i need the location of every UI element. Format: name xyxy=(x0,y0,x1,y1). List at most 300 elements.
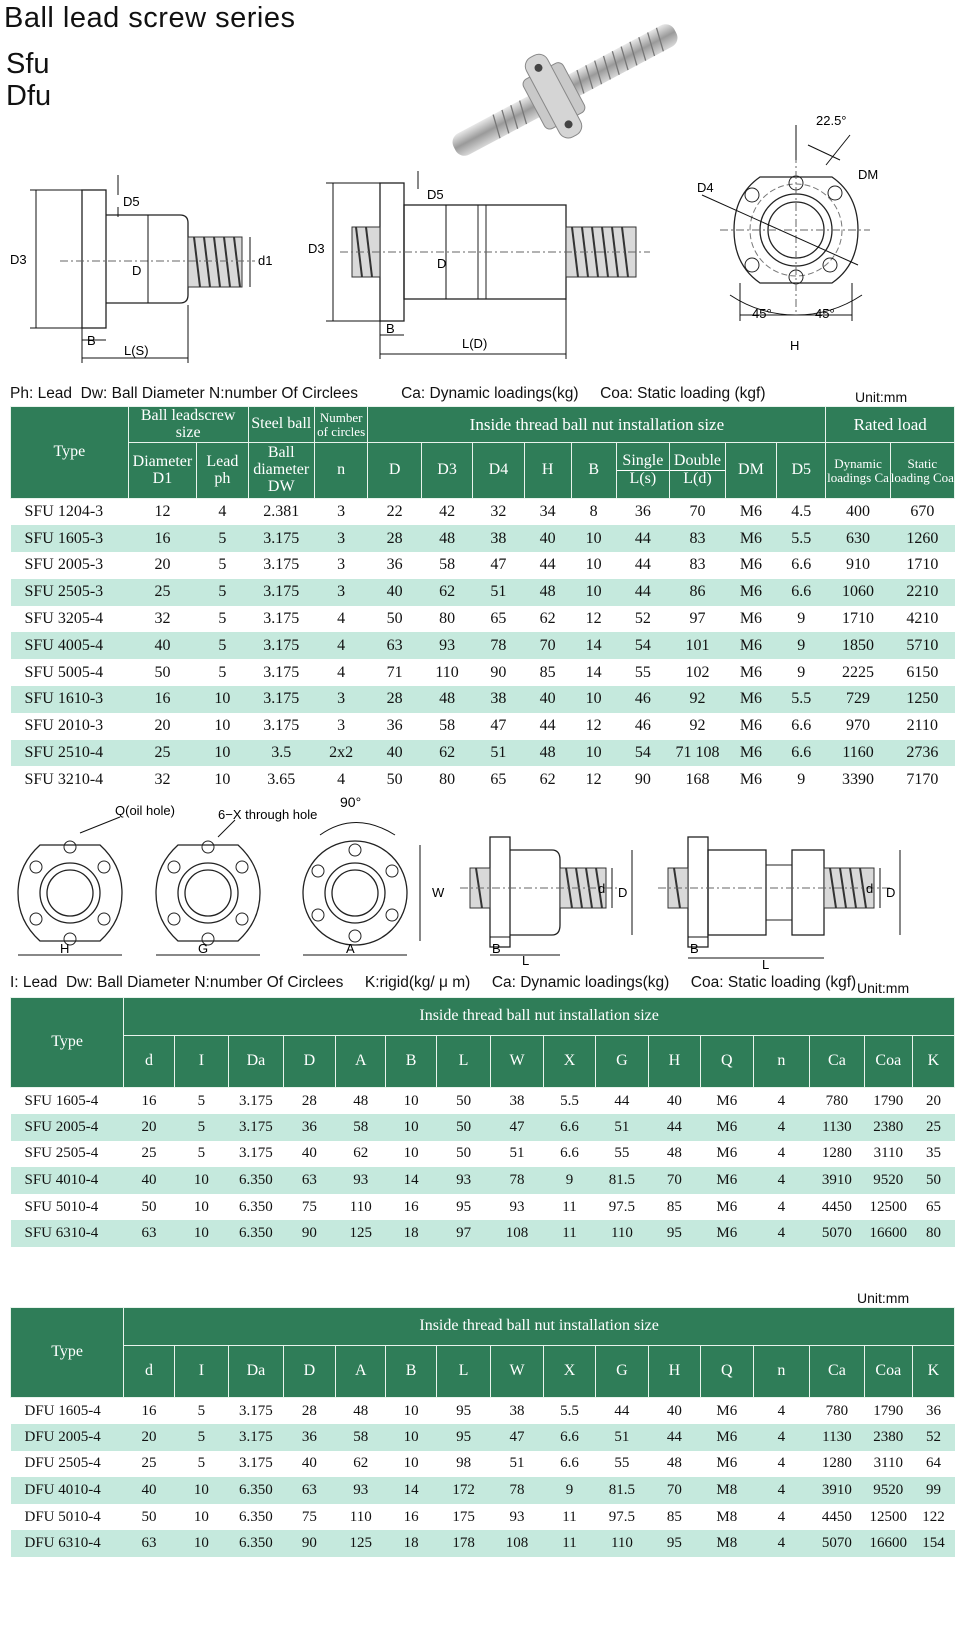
value-cell: 1060 xyxy=(826,579,890,606)
value-cell: 50 xyxy=(456,1145,472,1162)
value-cell: 9 xyxy=(543,1477,595,1504)
value-cell: 5.5 xyxy=(777,686,826,713)
svg-text:D: D xyxy=(618,885,628,900)
middle-dimension-drawings xyxy=(0,794,960,990)
value-cell: 1280 xyxy=(821,1145,852,1162)
value-cell: 93 xyxy=(436,1167,491,1194)
value-cell: M8 xyxy=(701,1477,753,1504)
value-cell: 970 xyxy=(846,717,871,735)
svg-text:D3: D3 xyxy=(308,241,325,256)
value-cell: 75 xyxy=(301,1198,317,1215)
value-cell: 80 xyxy=(912,1220,954,1247)
value-cell: 4 xyxy=(777,1092,786,1109)
type-cell: SFU 2505-4 xyxy=(24,1145,99,1162)
svg-text:B: B xyxy=(386,321,395,336)
value-cell: 5 xyxy=(197,1402,206,1419)
value-cell: 3 xyxy=(337,717,346,735)
svg-text:DM: DM xyxy=(858,167,879,182)
value-cell: M6 xyxy=(739,770,763,788)
value-cell: 3 xyxy=(314,525,368,552)
value-cell: 54 xyxy=(616,632,670,659)
th3-type: Type xyxy=(11,1308,124,1398)
svg-text:D: D xyxy=(437,256,447,271)
type-cell: SFU 3205-4 xyxy=(24,610,104,628)
value-cell: 36 xyxy=(634,503,651,521)
value-cell: 6150 xyxy=(906,663,939,681)
value-cell: 48 xyxy=(524,740,571,767)
value-cell: 50 xyxy=(154,663,171,681)
value-cell: 2210 xyxy=(890,579,954,606)
value-cell: 38 xyxy=(473,686,524,713)
value-cell: 44 xyxy=(539,556,556,574)
svg-text:L: L xyxy=(522,953,530,968)
value-cell: 780 xyxy=(825,1092,849,1109)
dfu-nut-drawing xyxy=(308,171,650,359)
value-cell: 9 xyxy=(797,663,806,681)
column-header: X xyxy=(543,1036,595,1088)
th-dynamic: Dynamic loadings Ca xyxy=(826,443,890,499)
value-cell: 4 xyxy=(777,1508,786,1525)
value-cell: 1260 xyxy=(890,525,954,552)
value-cell: 78 xyxy=(473,632,524,659)
value-cell: 11 xyxy=(562,1508,577,1525)
value-cell: 40 xyxy=(301,1145,317,1162)
value-cell: 4 xyxy=(777,1198,786,1215)
value-cell: 51 xyxy=(509,1455,525,1472)
value-cell: 50 xyxy=(436,1114,491,1141)
value-cell: 75 xyxy=(301,1508,317,1525)
table-row xyxy=(11,1141,955,1168)
value-cell: 9520 xyxy=(864,1477,912,1504)
column-header: n xyxy=(753,1346,810,1398)
value-cell: 6.6 xyxy=(560,1455,579,1472)
page-title: Ball lead screw series xyxy=(4,2,296,34)
value-cell: 34 xyxy=(539,503,556,521)
value-cell: 55 xyxy=(614,1455,630,1472)
top-dimension-drawings xyxy=(0,113,960,380)
svg-text:d1: d1 xyxy=(258,253,273,268)
value-cell: 8 xyxy=(589,503,598,521)
value-cell: 70 xyxy=(689,503,706,521)
value-cell: 1790 xyxy=(873,1402,904,1419)
value-cell: 48 xyxy=(421,686,472,713)
value-cell: 3110 xyxy=(873,1455,904,1472)
value-cell: 5 xyxy=(197,1455,206,1472)
value-cell: M6 xyxy=(701,1167,753,1194)
svg-text:B: B xyxy=(87,333,96,348)
value-cell: 51 xyxy=(509,1145,525,1162)
subtitle-sfu: Sfu xyxy=(6,48,50,80)
value-cell: 2110 xyxy=(906,717,939,735)
value-cell: 10 xyxy=(571,579,616,606)
side-view-single-nut xyxy=(460,837,632,955)
value-cell: 125 xyxy=(336,1220,386,1247)
column-header: d xyxy=(124,1346,174,1398)
value-cell: 28 xyxy=(368,525,422,552)
value-cell: 4210 xyxy=(906,610,939,628)
value-cell: 47 xyxy=(490,556,507,574)
value-cell: 6.6 xyxy=(543,1114,595,1141)
value-cell: 3.175 xyxy=(248,579,314,606)
legend-1: Ph: Lead Dw: Ball Diameter N:number Of Circlees Ca: Dynamic loadings(kg) Coa: Static loading (kgf) xyxy=(10,385,766,402)
value-cell: 65 xyxy=(490,770,507,788)
th-H: H xyxy=(524,443,571,499)
value-cell: 400 xyxy=(846,503,871,521)
value-cell: 48 xyxy=(524,579,571,606)
value-cell: 4 xyxy=(753,1424,810,1451)
value-cell: 125 xyxy=(336,1530,386,1557)
value-cell: 36 xyxy=(386,556,403,574)
type-cell: SFU 6310-4 xyxy=(11,1220,124,1247)
value-cell: 20 xyxy=(124,1114,174,1141)
value-cell: 3 xyxy=(337,556,346,574)
value-cell: 3.5 xyxy=(248,740,314,767)
value-cell: 1790 xyxy=(873,1092,904,1109)
column-header: A xyxy=(336,1346,386,1398)
type-cell: DFU 5010-4 xyxy=(24,1508,101,1525)
value-cell: 95 xyxy=(648,1220,700,1247)
value-cell: 10 xyxy=(197,740,248,767)
value-cell: 63 xyxy=(124,1530,174,1557)
value-cell: 52 xyxy=(912,1424,954,1451)
column-header: W xyxy=(491,1346,543,1398)
value-cell: 12 xyxy=(585,717,602,735)
type-cell: DFU 1605-4 xyxy=(24,1402,101,1419)
value-cell: 9 xyxy=(797,610,806,628)
value-cell: 51 xyxy=(473,740,524,767)
value-cell: 99 xyxy=(912,1477,954,1504)
table-row xyxy=(11,1530,955,1557)
value-cell: 44 xyxy=(648,1424,700,1451)
column-header: n xyxy=(753,1036,810,1088)
value-cell: 25 xyxy=(141,1455,157,1472)
type-cell: SFU 1605-4 xyxy=(24,1092,99,1109)
value-cell: 36 xyxy=(386,717,403,735)
svg-text:L(S): L(S) xyxy=(124,343,149,358)
value-cell: 3 xyxy=(314,579,368,606)
th-ball-diameter: Ball diameter DW xyxy=(248,443,314,499)
th-D: D xyxy=(368,443,422,499)
value-cell: 28 xyxy=(368,686,422,713)
th-B: B xyxy=(571,443,616,499)
th-diameter: Diameter D1 xyxy=(128,443,196,499)
value-cell: 71 108 xyxy=(670,740,726,767)
value-cell: 16 xyxy=(128,525,196,552)
value-cell: 10 xyxy=(174,1220,229,1247)
value-cell: 729 xyxy=(826,686,890,713)
value-cell: 3.175 xyxy=(239,1455,273,1472)
value-cell: M6 xyxy=(739,610,763,628)
value-cell: M6 xyxy=(716,1198,738,1215)
value-cell: 5 xyxy=(218,556,227,574)
value-cell: 16 xyxy=(141,1402,157,1419)
table-row xyxy=(11,1114,955,1141)
sfu-spec-table xyxy=(10,406,955,793)
value-cell: 14 xyxy=(571,632,616,659)
value-cell: M6 xyxy=(725,632,776,659)
svg-text:B: B xyxy=(492,941,501,956)
value-cell: M6 xyxy=(739,503,763,521)
value-cell: 780 xyxy=(825,1402,849,1419)
value-cell: 5.5 xyxy=(560,1092,579,1109)
value-cell: 10 xyxy=(403,1145,419,1162)
column-header: d xyxy=(124,1036,174,1088)
value-cell: 78 xyxy=(491,1167,543,1194)
value-cell: 172 xyxy=(436,1477,491,1504)
value-cell: 63 xyxy=(283,1477,335,1504)
value-cell: 80 xyxy=(439,770,456,788)
value-cell: M6 xyxy=(701,1114,753,1141)
value-cell: 3.175 xyxy=(263,717,300,735)
th-inside-thread: Inside thread ball nut installation size xyxy=(368,407,826,443)
value-cell: 85 xyxy=(666,1198,682,1215)
value-cell: 63 xyxy=(368,632,422,659)
value-cell: 40 xyxy=(524,525,571,552)
value-cell: 85 xyxy=(539,663,556,681)
flange-view-a xyxy=(303,823,420,956)
value-cell: M6 xyxy=(716,1145,738,1162)
value-cell: 5 xyxy=(174,1114,229,1141)
value-cell: 40 xyxy=(524,686,571,713)
value-cell: 70 xyxy=(524,632,571,659)
value-cell: 630 xyxy=(826,525,890,552)
value-cell: 51 xyxy=(596,1424,648,1451)
value-cell: 154 xyxy=(912,1530,954,1557)
column-header: H xyxy=(648,1346,700,1398)
value-cell: 32 xyxy=(490,503,507,521)
column-header: Q xyxy=(701,1036,753,1088)
value-cell: 47 xyxy=(491,1424,543,1451)
value-cell: 3.175 xyxy=(263,556,300,574)
table-row xyxy=(11,659,955,686)
svg-text:H: H xyxy=(790,338,800,353)
value-cell: 95 xyxy=(456,1402,472,1419)
value-cell: 48 xyxy=(666,1145,682,1162)
th-lead: Lead ph xyxy=(197,443,248,499)
value-cell: 2225 xyxy=(842,663,875,681)
column-header: Ca xyxy=(810,1036,865,1088)
value-cell: 90 xyxy=(283,1530,335,1557)
value-cell: 62 xyxy=(539,770,556,788)
value-cell: 6.350 xyxy=(239,1198,273,1215)
table-row xyxy=(11,1477,955,1504)
value-cell: 6.6 xyxy=(791,556,812,574)
value-cell: 3.175 xyxy=(229,1114,284,1141)
value-cell: 5.5 xyxy=(560,1402,579,1419)
type-cell: DFU 2005-4 xyxy=(11,1424,124,1451)
th2-type: Type xyxy=(11,998,124,1088)
th-D3: D3 xyxy=(421,443,472,499)
column-header: B xyxy=(386,1346,436,1398)
value-cell: 44 xyxy=(614,1092,630,1109)
value-cell: 10 xyxy=(386,1424,436,1451)
value-cell: 44 xyxy=(539,717,556,735)
value-cell: 62 xyxy=(421,740,472,767)
value-cell: 10 xyxy=(403,1455,419,1472)
svg-text:d: d xyxy=(598,881,606,896)
column-header: Da xyxy=(229,1036,284,1088)
svg-text:D3: D3 xyxy=(10,252,27,267)
value-cell: 3.175 xyxy=(248,632,314,659)
value-cell: 95 xyxy=(436,1424,491,1451)
value-cell: 40 xyxy=(128,632,196,659)
side-view-double-nut xyxy=(658,837,900,958)
sfu-nut-drawing xyxy=(10,175,272,363)
value-cell: 44 xyxy=(614,1402,630,1419)
value-cell: 9 xyxy=(777,632,826,659)
value-cell: 11 xyxy=(543,1220,595,1247)
svg-text:D: D xyxy=(132,263,142,278)
column-header: G xyxy=(596,1346,648,1398)
th-single: Single L(s) xyxy=(616,443,670,499)
value-cell: 25 xyxy=(128,740,196,767)
value-cell: 6.6 xyxy=(777,740,826,767)
column-header: A xyxy=(336,1036,386,1088)
value-cell: 5710 xyxy=(890,632,954,659)
unit-label-2: Unit:mm xyxy=(857,980,910,996)
value-cell: 6.6 xyxy=(560,1145,579,1162)
th-number-of-circles: Number of circles xyxy=(314,407,368,443)
value-cell: 5 xyxy=(218,663,227,681)
column-header: Q xyxy=(701,1346,753,1398)
value-cell: 4 xyxy=(753,1167,810,1194)
value-cell: 62 xyxy=(353,1455,369,1472)
table-row xyxy=(11,579,955,606)
value-cell: 16600 xyxy=(864,1530,912,1557)
value-cell: 168 xyxy=(685,770,710,788)
value-cell: 47 xyxy=(491,1114,543,1141)
value-cell: 52 xyxy=(634,610,651,628)
value-cell: 98 xyxy=(456,1455,472,1472)
unit-label-1: Unit:mm xyxy=(855,389,908,405)
value-cell: M6 xyxy=(701,1424,753,1451)
column-header: Coa xyxy=(864,1036,912,1088)
value-cell: 2380 xyxy=(864,1424,912,1451)
value-cell: 9520 xyxy=(864,1167,912,1194)
flange-end-view-drawing xyxy=(697,113,878,353)
value-cell: 62 xyxy=(421,579,472,606)
value-cell: 12500 xyxy=(869,1198,908,1215)
value-cell: M6 xyxy=(739,556,763,574)
value-cell: 6.350 xyxy=(229,1530,284,1557)
value-cell: 65 xyxy=(925,1198,941,1215)
value-cell: 6.6 xyxy=(777,579,826,606)
value-cell: 2380 xyxy=(864,1114,912,1141)
value-cell: 40 xyxy=(666,1402,682,1419)
value-cell: 1130 xyxy=(810,1114,865,1141)
value-cell: 6.350 xyxy=(239,1508,273,1525)
value-cell: 110 xyxy=(349,1198,372,1215)
value-cell: 90 xyxy=(283,1220,335,1247)
value-cell: 93 xyxy=(336,1477,386,1504)
value-cell: 4 xyxy=(337,610,346,628)
flange-view-g xyxy=(156,820,260,955)
value-cell: 48 xyxy=(353,1092,369,1109)
value-cell: M6 xyxy=(716,1092,738,1109)
value-cell: 25 xyxy=(128,579,196,606)
column-header: W xyxy=(491,1036,543,1088)
type-cell: SFU 1610-3 xyxy=(11,686,129,713)
value-cell: 12 xyxy=(585,610,602,628)
value-cell: 28 xyxy=(301,1092,317,1109)
value-cell: M6 xyxy=(716,1455,738,1472)
svg-text:D4: D4 xyxy=(697,180,714,195)
svg-text:22.5°: 22.5° xyxy=(816,113,847,128)
value-cell: 95 xyxy=(648,1530,700,1557)
value-cell: 10 xyxy=(174,1167,229,1194)
value-cell: 4 xyxy=(337,663,346,681)
svg-text:A: A xyxy=(346,941,355,956)
value-cell: 12500 xyxy=(869,1508,908,1525)
svg-text:d: d xyxy=(866,881,874,896)
value-cell: 51 xyxy=(473,579,524,606)
value-cell: 70 xyxy=(648,1477,700,1504)
type-cell: SFU 4010-4 xyxy=(11,1167,124,1194)
type-cell: SFU 5010-4 xyxy=(24,1198,99,1215)
value-cell: 48 xyxy=(421,525,472,552)
svg-text:L(D): L(D) xyxy=(462,336,488,351)
type-cell: SFU 3210-4 xyxy=(24,770,104,788)
oil-hole-label: Q(oil hole) xyxy=(115,803,175,818)
value-cell: 5 xyxy=(197,525,248,552)
value-cell: 58 xyxy=(439,717,456,735)
table-row xyxy=(11,1088,955,1115)
type-cell: SFU 2005-4 xyxy=(11,1114,124,1141)
value-cell: 90 xyxy=(634,770,651,788)
table-row xyxy=(11,1220,955,1247)
value-cell: 3910 xyxy=(810,1477,865,1504)
value-cell: 3.175 xyxy=(239,1145,273,1162)
table-row xyxy=(11,1167,955,1194)
value-cell: 3.175 xyxy=(263,610,300,628)
value-cell: 3 xyxy=(314,686,368,713)
value-cell: 92 xyxy=(670,686,726,713)
table-row xyxy=(11,1504,955,1531)
value-cell: 11 xyxy=(543,1530,595,1557)
value-cell: 108 xyxy=(491,1220,543,1247)
svg-text:45°: 45° xyxy=(752,306,772,321)
value-cell: 44 xyxy=(648,1114,700,1141)
value-cell: 93 xyxy=(509,1508,525,1525)
value-cell: 4 xyxy=(337,770,346,788)
value-cell: 14 xyxy=(386,1477,436,1504)
column-header: B xyxy=(386,1036,436,1088)
value-cell: 40 xyxy=(124,1477,174,1504)
value-cell: 10 xyxy=(193,1198,209,1215)
value-cell: 58 xyxy=(336,1114,386,1141)
value-cell: 20 xyxy=(124,1424,174,1451)
svg-text:H: H xyxy=(60,941,70,956)
value-cell: 3 xyxy=(337,503,346,521)
value-cell: 110 xyxy=(435,663,459,681)
value-cell: 5 xyxy=(197,1145,206,1162)
value-cell: 4 xyxy=(753,1477,810,1504)
value-cell: 78 xyxy=(491,1477,543,1504)
type-cell: SFU 2505-3 xyxy=(11,579,129,606)
value-cell: 44 xyxy=(634,556,651,574)
value-cell: 3.175 xyxy=(229,1424,284,1451)
svg-text:45°: 45° xyxy=(815,306,835,321)
value-cell: 16 xyxy=(141,1092,157,1109)
value-cell: M8 xyxy=(701,1530,753,1557)
subtitle-dfu: Dfu xyxy=(6,80,52,112)
value-cell: 32 xyxy=(154,770,171,788)
value-cell: 51 xyxy=(596,1114,648,1141)
value-cell: 9 xyxy=(797,770,806,788)
svg-text:G: G xyxy=(198,941,209,956)
value-cell: 38 xyxy=(509,1402,525,1419)
unit-label-3: Unit:mm xyxy=(857,1290,910,1306)
